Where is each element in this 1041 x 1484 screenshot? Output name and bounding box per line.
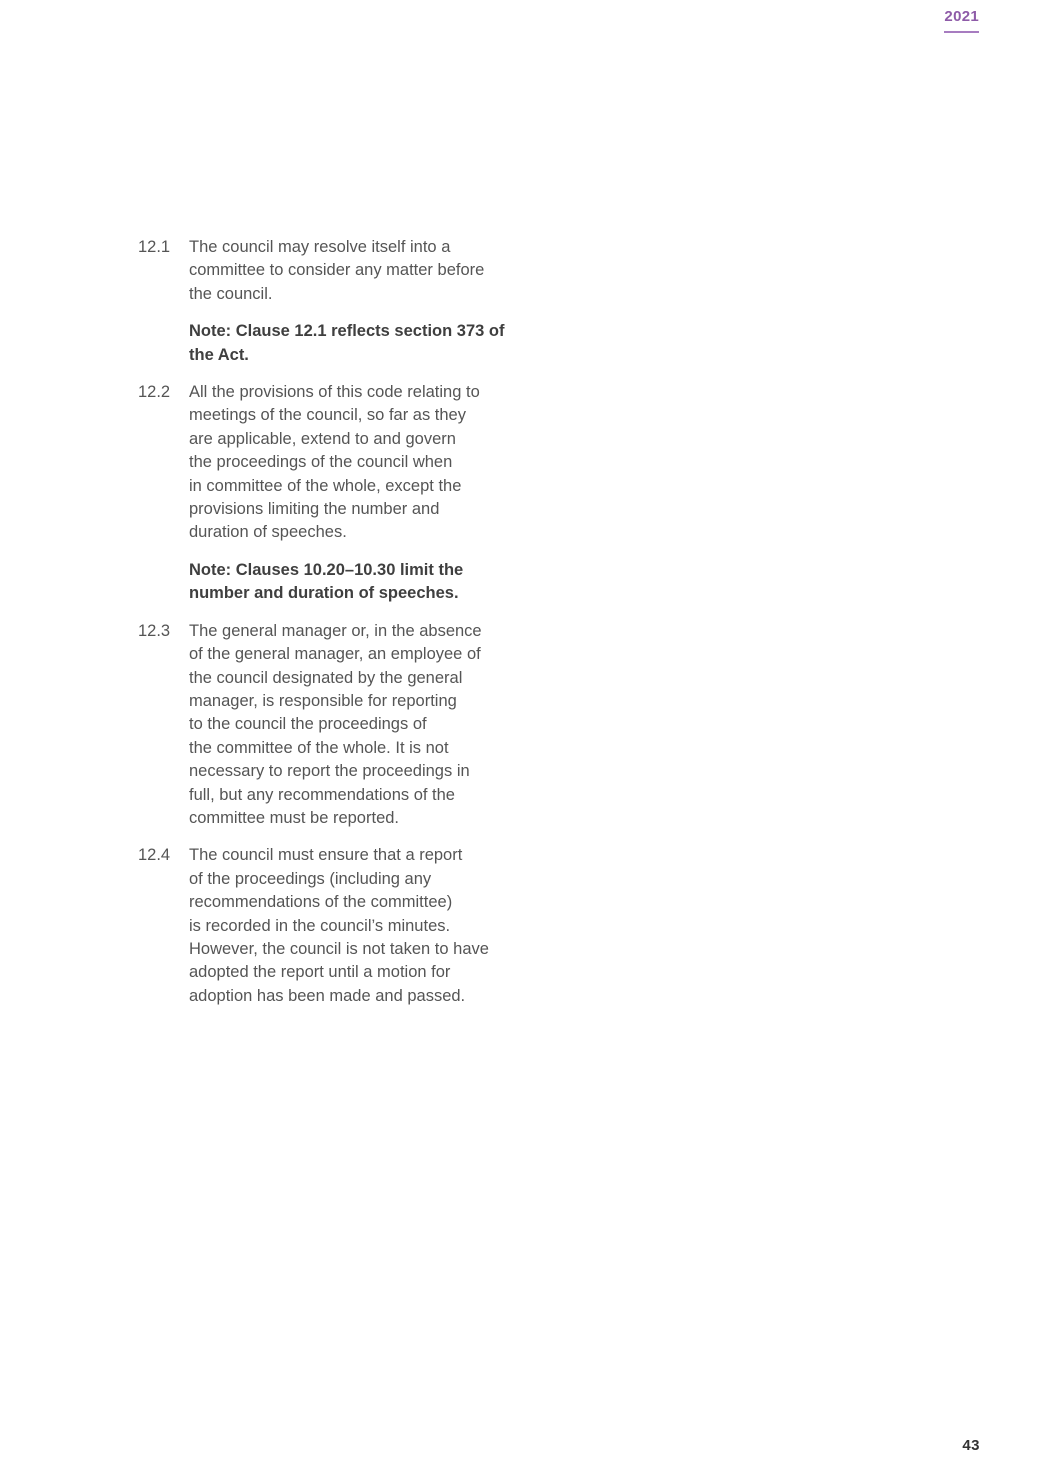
clause-12-2: [138, 381, 558, 606]
clause-body: [189, 620, 558, 831]
clause-note: Note: Clause 12.1 reflects section 373 of the Act.: [189, 322, 505, 364]
clause-list: [138, 236, 558, 1022]
clause-body: [189, 381, 558, 606]
clause-text: The council may resolve itself into a committee to consider any matter before the council.: [189, 238, 485, 303]
clause-text: The general manager or, in the absence of the general manager, an employee of the council designated by the general manager, is responsible for reporting to the council the proceedings of the committee of the whole. It is not necessary to report the proceedings in full, but any recommendations of the committee must be reported.: [189, 621, 482, 827]
clause-12-1: [138, 236, 558, 367]
clause-number: 12.2: [138, 383, 171, 402]
clause-body: [189, 236, 558, 367]
page-number: 43: [962, 1437, 980, 1454]
clause-text: All the provisions of this code relating to meetings of the council, so far as they are applicable, extend to and govern the proceedings of the council when in committee of the whole, except the provisions limiting the number and duration of speeches.: [189, 383, 480, 542]
year-tag: 2021: [944, 8, 979, 33]
clause-text: The council must ensure that a report of the proceedings (including any recommendations of the committee) is recorded in the council’s minutes. However, the council is not taken to have adopted the report until a motion for adoption has been made and passed.: [189, 846, 489, 1005]
clause-number: 12.4: [138, 846, 171, 865]
clause-12-4: [138, 844, 558, 1008]
clause-number: 12.3: [138, 621, 171, 640]
clause-12-3: [138, 620, 558, 831]
clause-body: [189, 844, 558, 1008]
clause-number: 12.1: [138, 238, 171, 256]
clause-note: Note: Clauses 10.20–10.30 limit the number and duration of speeches.: [189, 560, 464, 603]
